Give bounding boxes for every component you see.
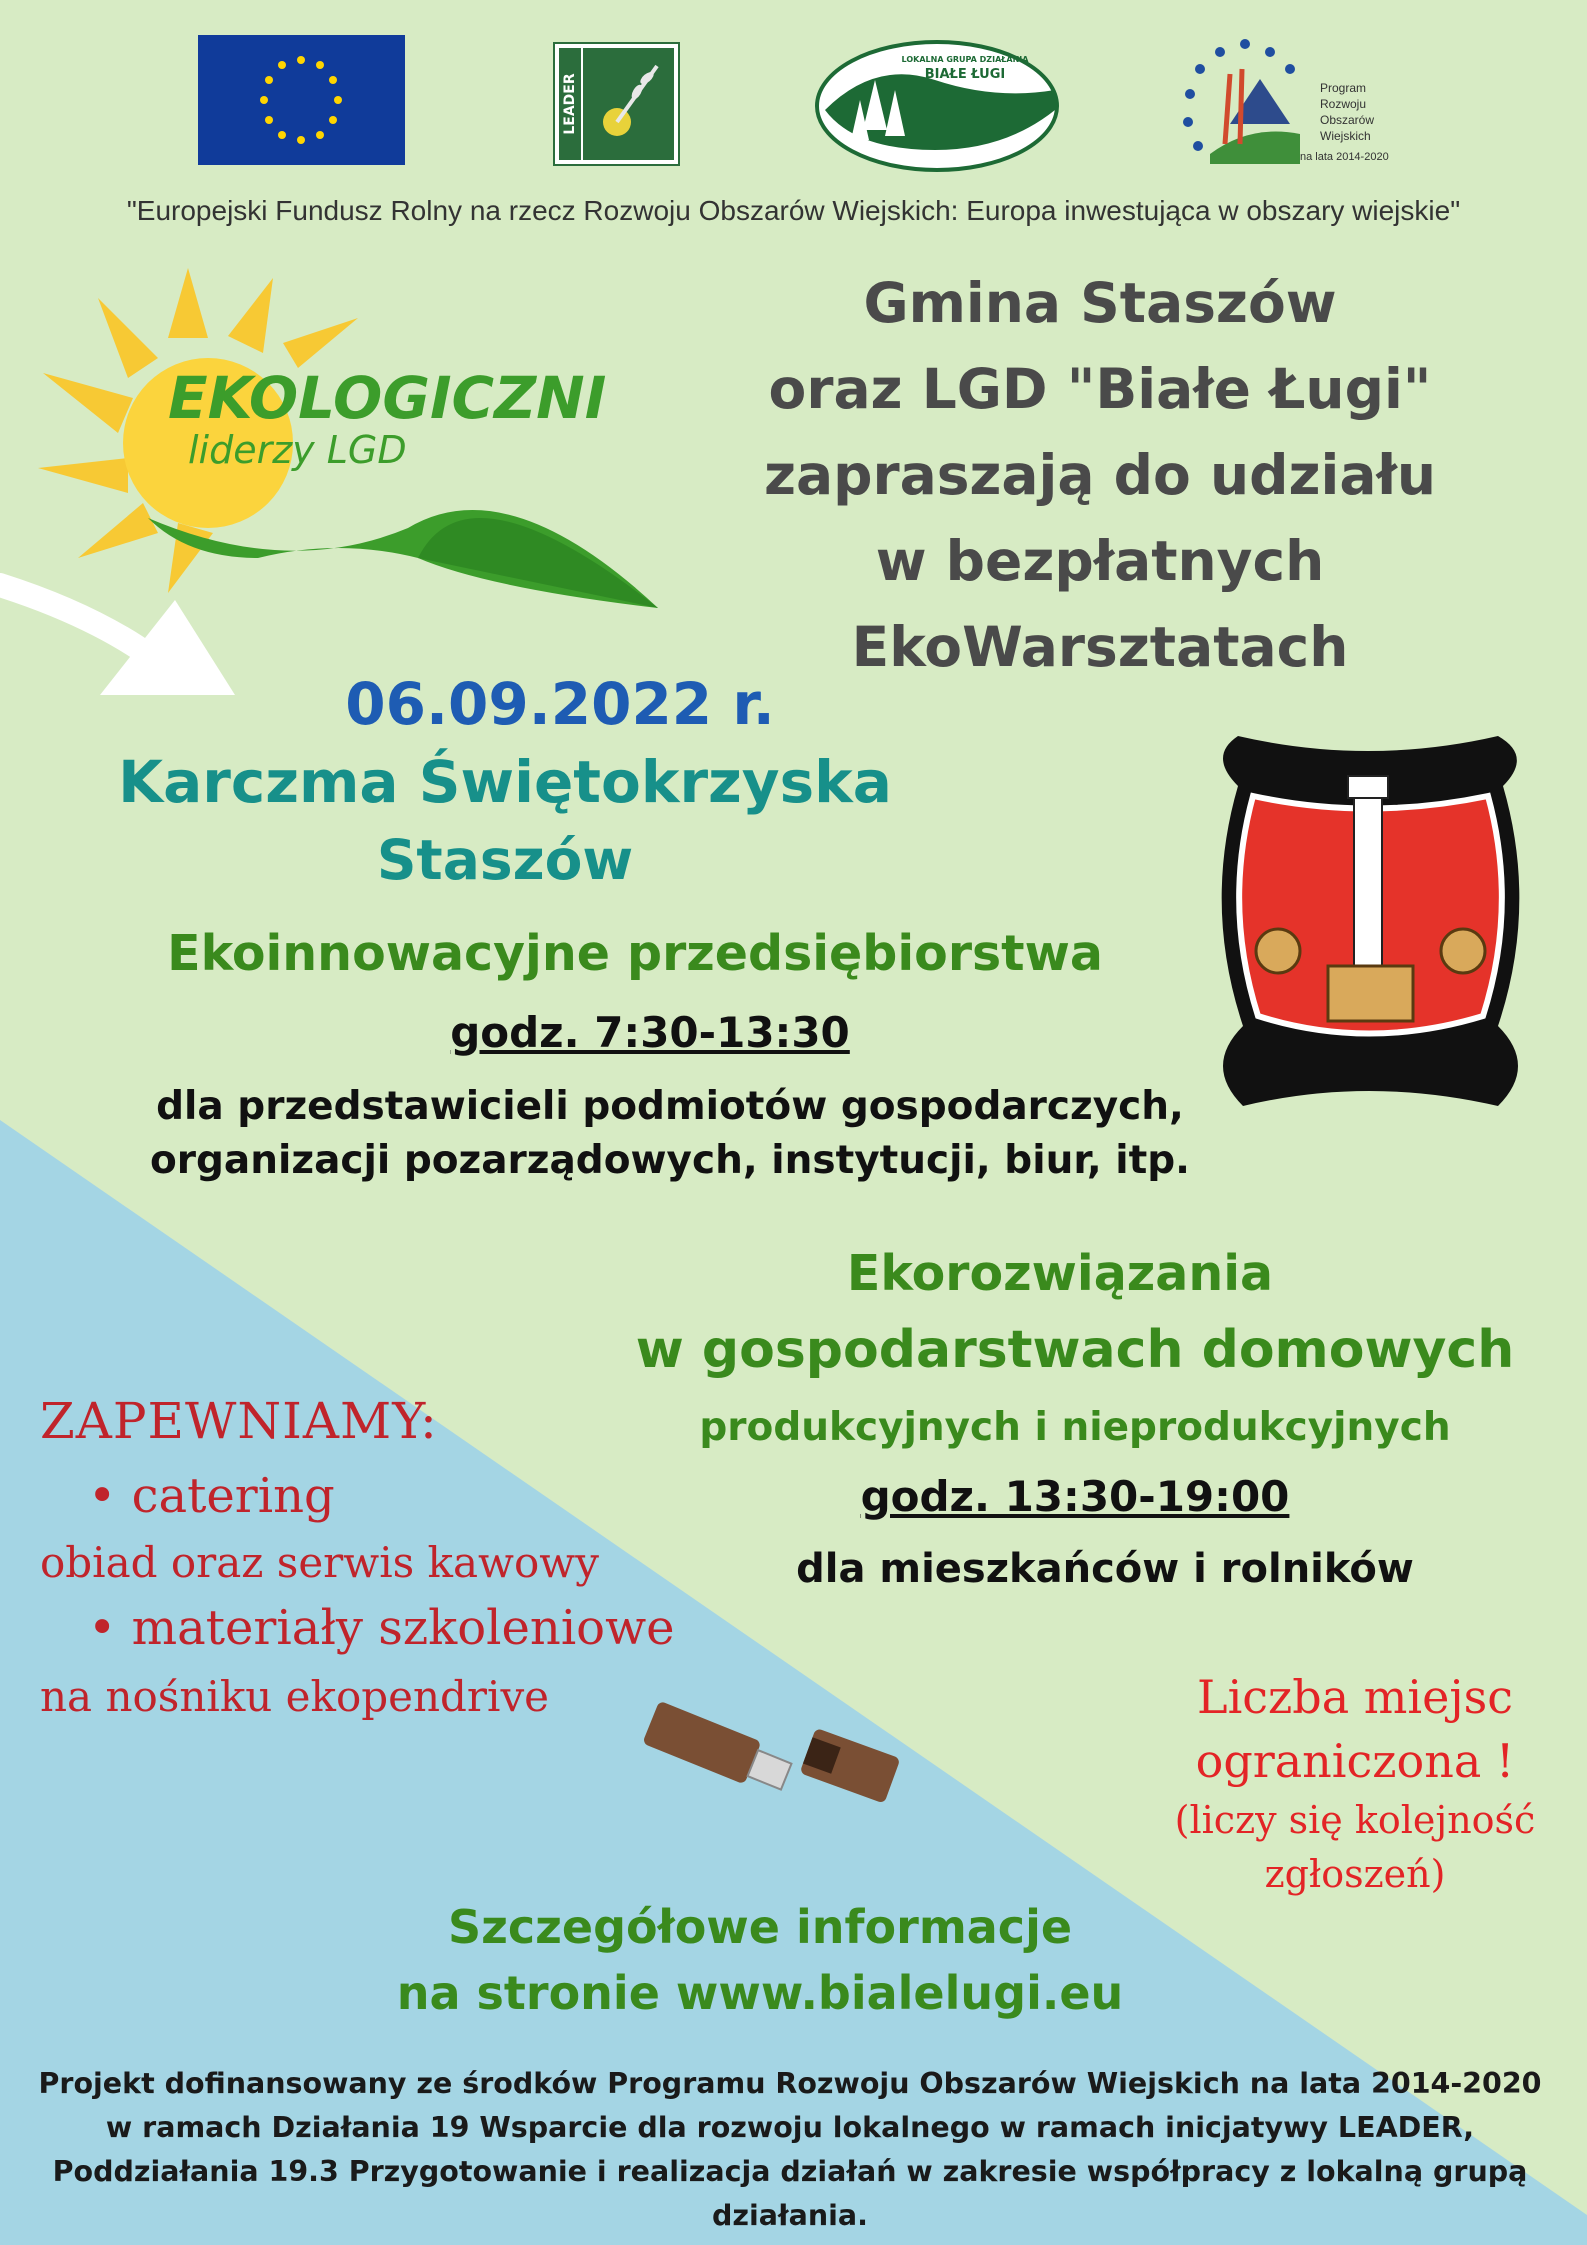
session1-audience xyxy=(40,1080,1300,1188)
session2-audience: dla mieszkańców i rolników xyxy=(796,1546,1414,1592)
venue-name: Karczma Świętokrzyska xyxy=(118,748,892,816)
prow-line-2: Rozwoju xyxy=(1320,97,1367,111)
eko-logo-line2: liderzy LGD xyxy=(188,428,407,472)
prow-line-4: Wiejskich xyxy=(1320,129,1371,143)
provide-item-materials: • materiały szkoleniowe xyxy=(88,1600,675,1656)
lgd-logo-top-text: LOKALNA GRUPA DZIAŁANIA xyxy=(901,55,1029,64)
footer-line4: działania. xyxy=(712,2199,868,2232)
eko-logo-line1: EKOLOGICZNI xyxy=(168,364,607,432)
places-line2: ograniczona ! xyxy=(1195,1734,1515,1788)
invite-line-2: oraz LGD "Białe Ługi" xyxy=(768,357,1432,421)
leader-logo xyxy=(553,42,680,166)
provide-item-catering: • catering xyxy=(88,1468,335,1524)
session2-title-line2: w gospodarstwach domowych xyxy=(635,1320,1515,1380)
usb-drive-icon xyxy=(635,1690,910,1820)
event-date: 06.09.2022 r. xyxy=(345,670,775,738)
provide-heading: ZAPEWNIAMY: xyxy=(40,1392,438,1450)
fund-text: "Europejski Fundusz Rolny na rzecz Rozwoju Obszarów Wiejskich: Europa inwestująca w obszary wiejskie" xyxy=(126,195,1461,226)
footer-line3: Poddziałania 19.3 Przygotowanie i realizacja działań w zakresie współpracy z lokalną grupą xyxy=(52,2155,1528,2188)
invite-line-1: Gmina Staszów xyxy=(863,271,1337,335)
staszow-coat-of-arms xyxy=(1198,726,1543,1116)
footer-funding-note xyxy=(30,2062,1550,2238)
prow-line-3: Obszarów xyxy=(1320,113,1375,127)
footer-line2: w ramach Działania 19 Wsparcie dla rozwoju lokalnego w ramach inicjatywy LEADER, xyxy=(105,2111,1475,2144)
session1-time: godz. 7:30-13:30 xyxy=(450,1008,850,1057)
lgd-biale-lugi-logo xyxy=(815,40,1060,172)
arrow-icon xyxy=(0,560,245,720)
prow-line-5: na lata 2014-2020 xyxy=(1300,151,1389,163)
session1-audience-line1: dla przedstawicieli podmiotów gospodarczych, xyxy=(156,1084,1184,1129)
places-line3: (liczy się kolejność xyxy=(1174,1798,1536,1842)
provide-item-materials-desc: na nośniku ekopendrive xyxy=(40,1672,550,1721)
provide-item-catering-desc: obiad oraz serwis kawowy xyxy=(40,1538,599,1587)
invite-line-3: zapraszają do udziału xyxy=(763,443,1437,507)
leader-logo-text: LEADER xyxy=(562,73,578,135)
limited-places-notice xyxy=(1150,1665,1560,1901)
lgd-logo-name: BIAŁE ŁUGI xyxy=(924,67,1006,82)
session1-audience-line2: organizacji pozarządowych, instytucji, biur, itp. xyxy=(149,1138,1190,1183)
info-line1: Szczegółowe informacje xyxy=(447,1900,1073,1954)
session2-title-line3: produkcyjnych i nieprodukcyjnych xyxy=(699,1405,1451,1450)
invite-line-4: w bezpłatnych xyxy=(875,529,1325,593)
session2-title-line1: Ekorozwiązania xyxy=(846,1245,1274,1302)
invite-line-5: EkoWarsztatach xyxy=(851,615,1349,679)
invitation-heading xyxy=(660,260,1540,690)
eu-flag-icon xyxy=(198,35,405,165)
session1-title: Ekoinnowacyjne przedsiębiorstwa xyxy=(167,925,1103,982)
prow-line-1: Program xyxy=(1320,81,1367,95)
venue-city: Staszów xyxy=(376,828,634,892)
prow-logo xyxy=(1170,34,1415,184)
session2-time: godz. 13:30-19:00 xyxy=(860,1472,1290,1521)
places-line1: Liczba miejsc xyxy=(1197,1670,1513,1724)
places-line4: zgłoszeń) xyxy=(1264,1852,1446,1896)
footer-line1: Projekt dofinansowany ze środków Programu Rozwoju Obszarów Wiejskich na lata 2014-2020 xyxy=(38,2067,1542,2100)
info-line2-website[interactable]: na stronie www.bialelugi.eu xyxy=(396,1966,1124,2020)
